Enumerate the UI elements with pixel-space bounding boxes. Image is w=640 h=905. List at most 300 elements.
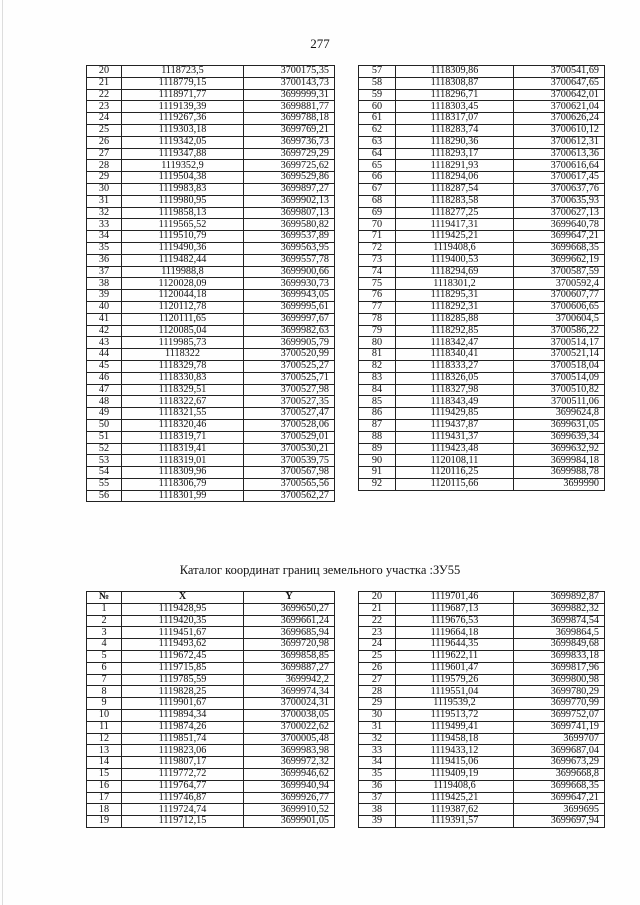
table-row	[359, 325, 605, 337]
table-row	[359, 242, 605, 254]
point-number: 85	[359, 396, 396, 408]
coord-y: 3699741,19	[514, 721, 605, 733]
coord-y: 3699997,67	[244, 313, 335, 325]
table-row	[359, 698, 605, 710]
coord-y: 3699858,85	[244, 650, 335, 662]
table-row	[359, 384, 605, 396]
point-number: 73	[359, 254, 396, 266]
point-number: 59	[359, 89, 396, 101]
coord-y: 3699685,94	[244, 627, 335, 639]
coord-y: 3699995,61	[244, 301, 335, 313]
coord-x: 1119551,04	[396, 686, 514, 698]
coord-y: 3699982,63	[244, 325, 335, 337]
table-row	[359, 101, 605, 113]
coord-x: 1119408,6	[396, 780, 514, 792]
point-number: 23	[87, 101, 122, 113]
coord-x: 1119712,15	[122, 816, 244, 828]
coord-x: 1118293,17	[396, 148, 514, 160]
coord-y: 3699707	[514, 733, 605, 745]
table-row	[359, 745, 605, 757]
point-number: 26	[359, 662, 396, 674]
table-row	[359, 172, 605, 184]
coord-x: 1119400,53	[396, 254, 514, 266]
coord-y: 3700518,04	[514, 360, 605, 372]
point-number: 5	[87, 650, 122, 662]
coord-x: 1118295,31	[396, 290, 514, 302]
coord-x: 1120108,11	[396, 455, 514, 467]
table-row	[87, 337, 335, 349]
point-number: 31	[87, 195, 122, 207]
coord-y: 3699647,21	[514, 792, 605, 804]
table-row	[87, 792, 335, 804]
coord-y: 3699882,32	[514, 603, 605, 615]
point-number: 78	[359, 313, 396, 325]
coord-x: 1118277,25	[396, 207, 514, 219]
coord-y: 3699833,18	[514, 650, 605, 662]
point-number: 25	[359, 650, 396, 662]
point-number: 37	[359, 792, 396, 804]
table-row	[87, 148, 335, 160]
table-row	[359, 66, 605, 78]
point-number: 31	[359, 721, 396, 733]
coord-y: 3699537,89	[244, 231, 335, 243]
table-row	[87, 195, 335, 207]
table-row	[359, 662, 605, 674]
point-number: 19	[87, 816, 122, 828]
coord-x: 1120115,66	[396, 478, 514, 490]
point-number: 61	[359, 113, 396, 125]
coord-x: 1118309,96	[122, 467, 244, 479]
coord-y: 3699624,8	[514, 408, 605, 420]
table-row	[87, 360, 335, 372]
table-row	[359, 231, 605, 243]
coord-x: 1118343,49	[396, 396, 514, 408]
table-row	[87, 674, 335, 686]
point-number: 20	[87, 66, 122, 78]
coord-x: 1119417,31	[396, 219, 514, 231]
point-number: 38	[87, 278, 122, 290]
coord-y: 3700022,62	[244, 721, 335, 733]
coord-y: 3700005,48	[244, 733, 335, 745]
table-row	[87, 804, 335, 816]
coord-y: 3700024,31	[244, 698, 335, 710]
coord-x: 1119785,59	[122, 674, 244, 686]
table-row	[87, 124, 335, 136]
coord-y: 3699990	[514, 478, 605, 490]
point-number: 11	[87, 721, 122, 733]
point-number: 50	[87, 419, 122, 431]
table-row	[359, 290, 605, 302]
coord-y: 3700565,56	[244, 478, 335, 490]
coord-y: 3700175,35	[244, 66, 335, 78]
table-row	[87, 662, 335, 674]
coords-table-bottom-left	[86, 591, 335, 828]
point-number: 32	[87, 207, 122, 219]
point-number: 23	[359, 627, 396, 639]
table-row	[359, 603, 605, 615]
table-row	[87, 183, 335, 195]
coord-y: 3700525,27	[244, 360, 335, 372]
coord-x: 1119425,21	[396, 792, 514, 804]
table-row	[87, 77, 335, 89]
coord-y: 3699849,68	[514, 639, 605, 651]
table-row	[87, 490, 335, 502]
coord-x: 1119983,83	[122, 183, 244, 195]
coord-y: 3699736,73	[244, 136, 335, 148]
coord-x: 1119352,9	[122, 160, 244, 172]
coord-x: 1119772,72	[122, 768, 244, 780]
coord-x: 1118326,05	[396, 372, 514, 384]
table-row	[87, 603, 335, 615]
coord-y: 3700527,35	[244, 396, 335, 408]
point-number: 72	[359, 242, 396, 254]
coord-x: 1119601,47	[396, 662, 514, 674]
catalog-title: Каталог координат границ земельного участка :ЗУ55	[179, 563, 461, 577]
coord-x: 1119579,26	[396, 674, 514, 686]
point-number: 60	[359, 101, 396, 113]
coord-x: 1118319,71	[122, 431, 244, 443]
coord-y: 3700527,47	[244, 408, 335, 420]
table-row	[359, 721, 605, 733]
table-row	[359, 124, 605, 136]
table-row	[87, 301, 335, 313]
point-number: 16	[87, 780, 122, 792]
coord-x: 1118301,2	[396, 278, 514, 290]
table-row	[359, 77, 605, 89]
table-row	[87, 698, 335, 710]
point-number: 53	[87, 455, 122, 467]
coord-y: 3700521,14	[514, 349, 605, 361]
coord-x: 1119409,19	[396, 768, 514, 780]
coord-x: 1118327,98	[396, 384, 514, 396]
coord-x: 1119437,87	[396, 419, 514, 431]
table-row	[87, 455, 335, 467]
table-row	[359, 148, 605, 160]
table-row	[87, 478, 335, 490]
point-number: 33	[87, 219, 122, 231]
point-number: 58	[359, 77, 396, 89]
point-number: 32	[359, 733, 396, 745]
coord-y: 3699926,77	[244, 792, 335, 804]
coord-x: 1119985,73	[122, 337, 244, 349]
coord-x: 1118283,58	[396, 195, 514, 207]
coord-y: 3699910,52	[244, 804, 335, 816]
point-number: 81	[359, 349, 396, 361]
point-number: 76	[359, 290, 396, 302]
point-number: 3	[87, 627, 122, 639]
coord-x: 1118779,15	[122, 77, 244, 89]
table-row	[359, 89, 605, 101]
coord-x: 1118322,67	[122, 396, 244, 408]
table-row	[359, 372, 605, 384]
table-row	[359, 478, 605, 490]
coord-x: 1119807,17	[122, 757, 244, 769]
point-number: 67	[359, 183, 396, 195]
coord-x: 1119980,95	[122, 195, 244, 207]
table-row	[359, 615, 605, 627]
table-row	[87, 686, 335, 698]
table-row	[359, 207, 605, 219]
coord-x: 1119347,88	[122, 148, 244, 160]
point-number: 34	[359, 757, 396, 769]
point-number: 37	[87, 266, 122, 278]
point-number: 62	[359, 124, 396, 136]
point-number: 21	[359, 603, 396, 615]
coord-y: 3699720,98	[244, 639, 335, 651]
point-number: 69	[359, 207, 396, 219]
point-number: 7	[87, 674, 122, 686]
point-number: 89	[359, 443, 396, 455]
table-row	[87, 207, 335, 219]
coord-y: 3699695	[514, 804, 605, 816]
coord-x: 1118322	[122, 349, 244, 361]
point-number: 52	[87, 443, 122, 455]
coord-x: 1119687,13	[396, 603, 514, 615]
coord-x: 1119764,77	[122, 780, 244, 792]
point-number: 35	[87, 242, 122, 254]
coord-y: 3700642,01	[514, 89, 605, 101]
table-row	[87, 419, 335, 431]
table-row	[359, 816, 605, 828]
point-number: 77	[359, 301, 396, 313]
point-number: 25	[87, 124, 122, 136]
coord-y: 3699988,78	[514, 467, 605, 479]
point-number: 21	[87, 77, 122, 89]
coord-x: 1119408,6	[396, 242, 514, 254]
coord-x: 1119672,45	[122, 650, 244, 662]
coord-x: 1119451,67	[122, 627, 244, 639]
coord-x: 1118971,77	[122, 89, 244, 101]
point-number: 34	[87, 231, 122, 243]
coord-y: 3699817,96	[514, 662, 605, 674]
point-number: 1	[87, 603, 122, 615]
table-row	[87, 639, 335, 651]
point-number: 74	[359, 266, 396, 278]
table-row	[359, 408, 605, 420]
coord-x: 1119425,21	[396, 231, 514, 243]
point-number: 55	[87, 478, 122, 490]
table-row	[87, 349, 335, 361]
coord-y: 3699687,04	[514, 745, 605, 757]
point-number: 33	[359, 745, 396, 757]
coord-y: 3699984,18	[514, 455, 605, 467]
table-row	[359, 266, 605, 278]
coord-x: 1118342,47	[396, 337, 514, 349]
table-row	[87, 66, 335, 78]
coord-x: 1119513,72	[396, 709, 514, 721]
point-number: 43	[87, 337, 122, 349]
coord-x: 1119874,26	[122, 721, 244, 733]
coord-y: 3699697,94	[514, 816, 605, 828]
point-number: 28	[359, 686, 396, 698]
table-row	[87, 219, 335, 231]
point-number: 12	[87, 733, 122, 745]
point-number: 24	[359, 639, 396, 651]
coord-y: 3700616,64	[514, 160, 605, 172]
coord-x: 1119458,18	[396, 733, 514, 745]
coord-y: 3700587,59	[514, 266, 605, 278]
point-number: 82	[359, 360, 396, 372]
coord-x: 1119828,25	[122, 686, 244, 698]
table-row	[359, 733, 605, 745]
coord-y: 3699900,66	[244, 266, 335, 278]
coord-y: 3700527,98	[244, 384, 335, 396]
coord-x: 1118292,31	[396, 301, 514, 313]
table-row	[359, 686, 605, 698]
point-number: 22	[87, 89, 122, 101]
table-row	[359, 278, 605, 290]
scan-edge	[2, 0, 3, 905]
point-number: 29	[359, 698, 396, 710]
table-row	[87, 733, 335, 745]
coord-y: 3699668,35	[514, 780, 605, 792]
table-row	[359, 419, 605, 431]
coord-y: 3699529,86	[244, 172, 335, 184]
point-number: 79	[359, 325, 396, 337]
table-row	[359, 467, 605, 479]
coord-x: 1119988,8	[122, 266, 244, 278]
coord-y: 3700510,82	[514, 384, 605, 396]
coord-y: 3699999,31	[244, 89, 335, 101]
coord-x: 1118340,41	[396, 349, 514, 361]
coord-x: 1119342,05	[122, 136, 244, 148]
coord-x: 1119267,36	[122, 113, 244, 125]
coord-x: 1118303,45	[396, 101, 514, 113]
point-number: 35	[359, 768, 396, 780]
coord-y: 3699807,13	[244, 207, 335, 219]
table-row	[359, 757, 605, 769]
coord-y: 3699661,24	[244, 615, 335, 627]
coord-y: 3699631,05	[514, 419, 605, 431]
coord-y: 3700586,22	[514, 325, 605, 337]
coord-y: 3700617,45	[514, 172, 605, 184]
coord-x: 1119724,74	[122, 804, 244, 816]
coord-x: 1119303,18	[122, 124, 244, 136]
coord-y: 3700612,31	[514, 136, 605, 148]
point-number: 44	[87, 349, 122, 361]
coord-x: 1119851,74	[122, 733, 244, 745]
coord-y: 3699864,5	[514, 627, 605, 639]
coord-x: 1119482,44	[122, 254, 244, 266]
point-number: 47	[87, 384, 122, 396]
table-row	[359, 349, 605, 361]
coord-y: 3699800,98	[514, 674, 605, 686]
table-row	[359, 709, 605, 721]
point-number: 63	[359, 136, 396, 148]
table-row	[87, 745, 335, 757]
point-number: 86	[359, 408, 396, 420]
table-row	[87, 408, 335, 420]
coord-x: 1119431,37	[396, 431, 514, 443]
table-row	[87, 627, 335, 639]
coord-y: 3700143,73	[244, 77, 335, 89]
point-number: 70	[359, 219, 396, 231]
point-number: 91	[359, 467, 396, 479]
coord-x: 1118283,74	[396, 124, 514, 136]
coord-x: 1118285,88	[396, 313, 514, 325]
table-row	[87, 136, 335, 148]
coord-y: 3699874,54	[514, 615, 605, 627]
coord-x: 1118317,07	[396, 113, 514, 125]
table-row	[359, 183, 605, 195]
table-row	[87, 278, 335, 290]
table-row	[87, 757, 335, 769]
point-number: 22	[359, 615, 396, 627]
coord-x: 1119858,13	[122, 207, 244, 219]
coord-x: 1119823,06	[122, 745, 244, 757]
coord-x: 1119622,11	[396, 650, 514, 662]
coord-x: 1119490,36	[122, 242, 244, 254]
table-row	[87, 290, 335, 302]
coord-x: 1119701,46	[396, 592, 514, 604]
point-number: 39	[359, 816, 396, 828]
coord-y: 3700514,09	[514, 372, 605, 384]
table-row	[87, 721, 335, 733]
coord-y: 3699942,2	[244, 674, 335, 686]
coord-x: 1120085,04	[122, 325, 244, 337]
table-row	[87, 650, 335, 662]
table-row	[359, 313, 605, 325]
coord-y: 3700562,27	[244, 490, 335, 502]
coord-y: 3699770,99	[514, 698, 605, 710]
coord-x: 1118329,51	[122, 384, 244, 396]
table-row	[359, 650, 605, 662]
point-number: 38	[359, 804, 396, 816]
point-number: 80	[359, 337, 396, 349]
coord-x: 1119644,35	[396, 639, 514, 651]
coord-x: 1119746,87	[122, 792, 244, 804]
point-number: 2	[87, 615, 122, 627]
point-number: 40	[87, 301, 122, 313]
coord-x: 1118330,83	[122, 372, 244, 384]
point-number: 27	[359, 674, 396, 686]
coord-x: 1118723,5	[122, 66, 244, 78]
coord-y: 3699887,27	[244, 662, 335, 674]
coord-x: 1118333,27	[396, 360, 514, 372]
coord-y: 3699639,34	[514, 431, 605, 443]
coord-y: 3700530,21	[244, 443, 335, 455]
coord-x: 1118321,55	[122, 408, 244, 420]
coord-y: 3699563,95	[244, 242, 335, 254]
point-number: 84	[359, 384, 396, 396]
coord-y: 3700621,04	[514, 101, 605, 113]
coord-x: 1119676,53	[396, 615, 514, 627]
table-row	[359, 592, 605, 604]
coord-y: 3699788,18	[244, 113, 335, 125]
table-row	[87, 816, 335, 828]
table-row	[87, 101, 335, 113]
coord-x: 1118290,36	[396, 136, 514, 148]
coord-y: 3699752,07	[514, 709, 605, 721]
table-row	[87, 254, 335, 266]
coord-x: 1119664,18	[396, 627, 514, 639]
point-number: 45	[87, 360, 122, 372]
coord-y: 3700541,69	[514, 66, 605, 78]
table-row	[87, 372, 335, 384]
point-number: 88	[359, 431, 396, 443]
table-row	[87, 172, 335, 184]
coord-y: 3700528,06	[244, 419, 335, 431]
coord-y: 3699729,29	[244, 148, 335, 160]
coord-x: 1119493,62	[122, 639, 244, 651]
table-row	[359, 195, 605, 207]
point-number: 30	[359, 709, 396, 721]
point-number: 17	[87, 792, 122, 804]
point-number: 9	[87, 698, 122, 710]
table-row	[87, 160, 335, 172]
point-number: 65	[359, 160, 396, 172]
table-row	[359, 337, 605, 349]
